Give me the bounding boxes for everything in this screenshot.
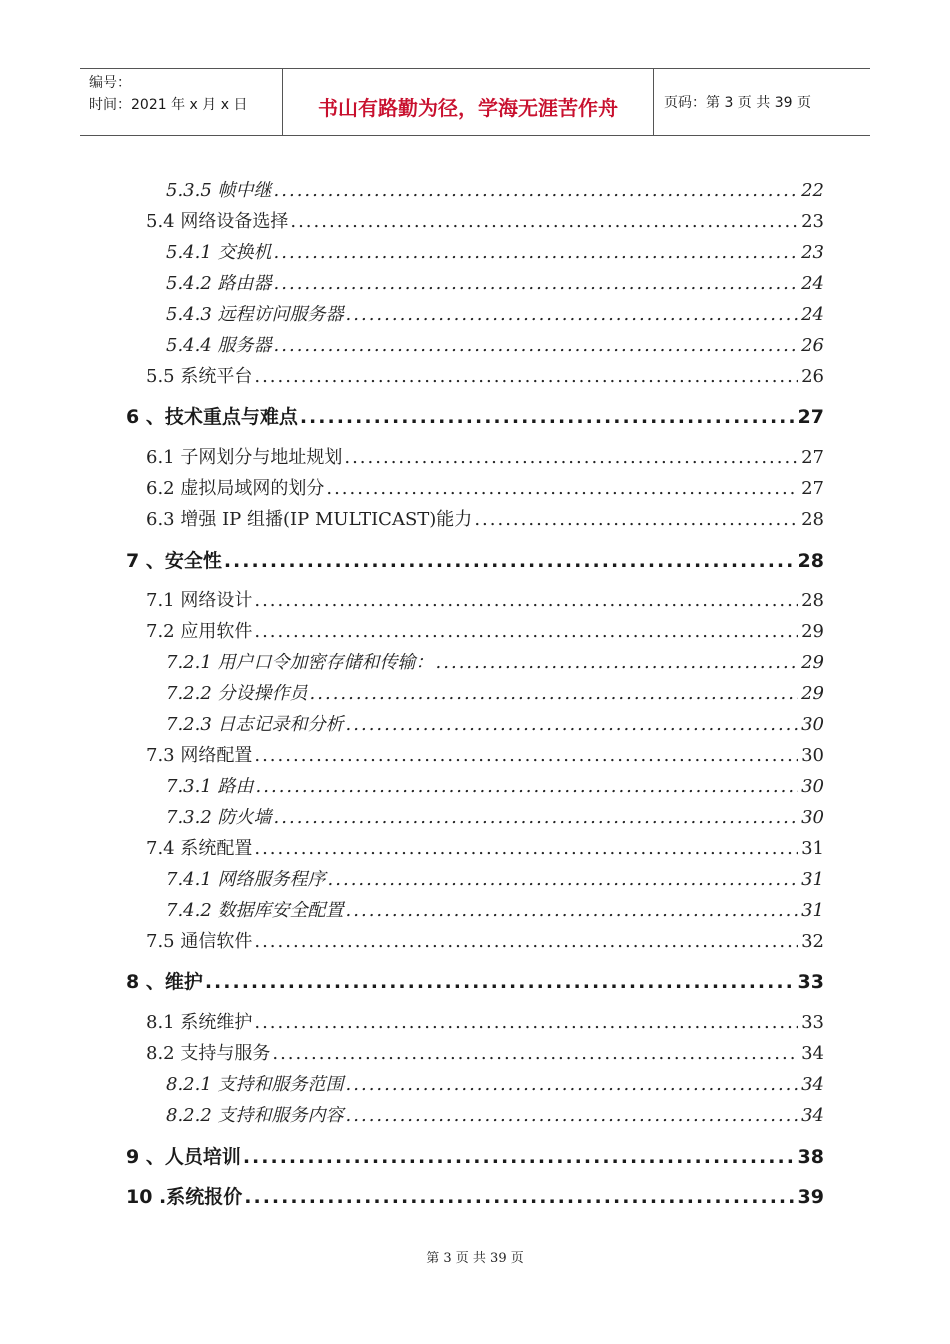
header-motto-cell [282,69,654,135]
toc-dot-leader [300,406,795,428]
toc-entry-title: 5.4.3 远程访问服务器 [166,304,344,325]
toc-entry[interactable] [166,772,824,798]
toc-entry[interactable] [166,1101,824,1127]
toc-entry[interactable] [166,300,824,326]
toc-entry-page-number: 23 [801,242,824,263]
toc-entry-page-number: 24 [801,273,824,294]
toc-entry-page-number: 26 [801,366,824,387]
toc-entry-title: 9 、人员培训 [126,1146,241,1168]
toc-entry-title: 7.2.2 分设操作员 [166,683,308,704]
toc-dot-leader [346,304,799,325]
toc-entry-title: 10 .系统报价 [126,1186,243,1208]
toc-entry-title: 7.2.1 用户口令加密存储和传输： [166,652,434,673]
toc-entry[interactable] [126,967,824,994]
toc-dot-leader [310,683,799,704]
toc-entry[interactable] [126,1182,824,1209]
toc-entry-page-number: 28 [797,550,824,572]
toc-entry-page-number: 33 [797,971,824,993]
toc-dot-leader [254,1012,798,1033]
toc-entry-title: 7.3 网络配置 [146,745,253,766]
toc-dot-leader [290,211,798,232]
toc-entry-page-number: 28 [801,509,824,530]
toc-entry[interactable] [146,443,824,469]
toc-dot-leader [256,776,799,797]
toc-entry-page-number: 31 [801,838,824,859]
toc-dot-leader [474,509,798,530]
toc-entry[interactable] [146,834,824,860]
document-date: 时间：2021 年 x 月 x 日 [89,97,248,113]
toc-entry-page-number: 34 [801,1043,824,1064]
toc-entry[interactable] [146,207,824,233]
toc-entry-title: 7.2.3 日志记录和分析 [166,714,344,735]
header-page-info-cell [654,69,870,135]
toc-entry-page-number: 38 [797,1146,824,1168]
toc-dot-leader [436,652,799,673]
toc-entry[interactable] [166,269,824,295]
toc-entry-title: 6.1 子网划分与地址规划 [146,447,343,468]
toc-entry[interactable] [146,586,824,612]
toc-dot-leader [254,366,798,387]
toc-entry[interactable] [146,1008,824,1034]
toc-entry-page-number: 32 [801,931,824,952]
toc-entry-page-number: 31 [801,900,824,921]
toc-dot-leader [254,931,798,952]
toc-entry-title: 8.2 支持与服务 [146,1043,271,1064]
toc-entry-title: 5.5 系统平台 [146,366,253,387]
toc-entry-page-number: 29 [801,683,824,704]
toc-entry-title: 8.1 系统维护 [146,1012,253,1033]
toc-dot-leader [254,621,798,642]
toc-entry[interactable] [146,1039,824,1065]
header-motto: 书山有路勤为径，学海无涯苦作舟 [318,95,618,120]
header-meta [80,69,282,135]
toc-entry[interactable] [146,617,824,643]
toc-entry-title: 6.2 虚拟局域网的划分 [146,478,325,499]
toc-dot-leader [254,838,798,859]
toc-entry-title: 7.4.2 数据库安全配置 [166,900,344,921]
toc-entry-title: 5.3.5 帧中继 [166,180,272,201]
toc-entry-title: 7.4 系统配置 [146,838,253,859]
toc-entry-page-number: 27 [797,406,824,428]
toc-dot-leader [346,714,799,735]
toc-entry[interactable] [146,927,824,953]
toc-entry-title: 8 、维护 [126,971,203,993]
toc-dot-leader [326,478,798,499]
toc-entry-title: 5.4 网络设备选择 [146,211,289,232]
toc-entry-title: 8.2.1 支持和服务范围 [166,1074,344,1095]
document-number-label: 编号： [89,75,131,91]
toc-entry[interactable] [166,679,824,705]
toc-entry[interactable] [146,505,824,531]
toc-entry[interactable] [166,865,824,891]
toc-dot-leader [224,550,795,572]
toc-entry-page-number: 23 [801,211,824,232]
toc-dot-leader [346,1074,799,1095]
toc-entry[interactable] [166,1070,824,1096]
header-page-info: 页码：第 3 页 共 39 页 [664,95,811,111]
toc-entry-title: 5.4.1 交换机 [166,242,272,263]
toc-entry-title: 6 、技术重点与难点 [126,406,298,428]
page-footer: 第 3 页 共 39 页 [426,1251,524,1266]
toc-dot-leader [243,1146,795,1168]
toc-entry-page-number: 28 [801,590,824,611]
toc-entry-page-number: 22 [801,180,824,201]
toc-entry[interactable] [166,331,824,357]
toc-dot-leader [274,273,799,294]
toc-entry-page-number: 39 [797,1186,824,1208]
toc-entry-title: 6.3 增强 IP 组播(IP MULTICAST)能力 [146,509,473,530]
toc-entry-page-number: 29 [801,621,824,642]
toc-entry-title: 7.3.2 防火墙 [166,807,272,828]
toc-entry-title: 7.5 通信软件 [146,931,253,952]
toc-dot-leader [344,447,798,468]
toc-dot-leader [272,1043,798,1064]
toc-entry-page-number: 34 [801,1105,824,1126]
toc-entry[interactable] [126,402,824,429]
toc-entry-title: 8.2.2 支持和服务内容 [166,1105,344,1126]
toc-entry[interactable] [166,238,824,264]
toc-entry-page-number: 31 [801,869,824,890]
toc-entry[interactable] [126,1142,824,1169]
toc-entry[interactable] [146,741,824,767]
toc-dot-leader [328,869,799,890]
toc-dot-leader [274,242,799,263]
toc-entry[interactable] [166,803,824,829]
toc-entry-page-number: 34 [801,1074,824,1095]
toc-entry-title: 7.1 网络设计 [146,590,253,611]
toc-dot-leader [205,971,795,993]
toc-entry[interactable] [166,648,824,674]
toc-entry-page-number: 24 [801,304,824,325]
toc-entry[interactable] [146,474,824,500]
toc-entry-page-number: 30 [801,807,824,828]
toc-dot-leader [274,807,799,828]
toc-entry[interactable] [126,546,824,573]
toc-entry[interactable] [166,710,824,736]
toc-dot-leader [254,590,798,611]
toc-dot-leader [346,900,799,921]
toc-entry[interactable] [146,362,824,388]
toc-entry-page-number: 30 [801,714,824,735]
page-header [80,68,870,136]
toc-entry-page-number: 30 [801,745,824,766]
toc-entry-page-number: 33 [801,1012,824,1033]
toc-entry-page-number: 26 [801,335,824,356]
toc-entry[interactable] [166,176,824,202]
toc-dot-leader [274,180,799,201]
toc-entry-title: 5.4.4 服务器 [166,335,272,356]
toc-entry-title: 7 、安全性 [126,550,222,572]
toc-entry-title: 7.3.1 路由 [166,776,254,797]
toc-entry-page-number: 30 [801,776,824,797]
toc-entry[interactable] [166,896,824,922]
toc-entry-page-number: 27 [801,447,824,468]
toc-entry-title: 7.4.1 网络服务程序 [166,869,326,890]
toc-entry-page-number: 27 [801,478,824,499]
toc-entry-page-number: 29 [801,652,824,673]
toc-entry-title: 5.4.2 路由器 [166,273,272,294]
toc-dot-leader [346,1105,799,1126]
toc-entry-title: 7.2 应用软件 [146,621,253,642]
toc-dot-leader [274,335,799,356]
toc-dot-leader [244,1186,794,1208]
toc-dot-leader [254,745,798,766]
